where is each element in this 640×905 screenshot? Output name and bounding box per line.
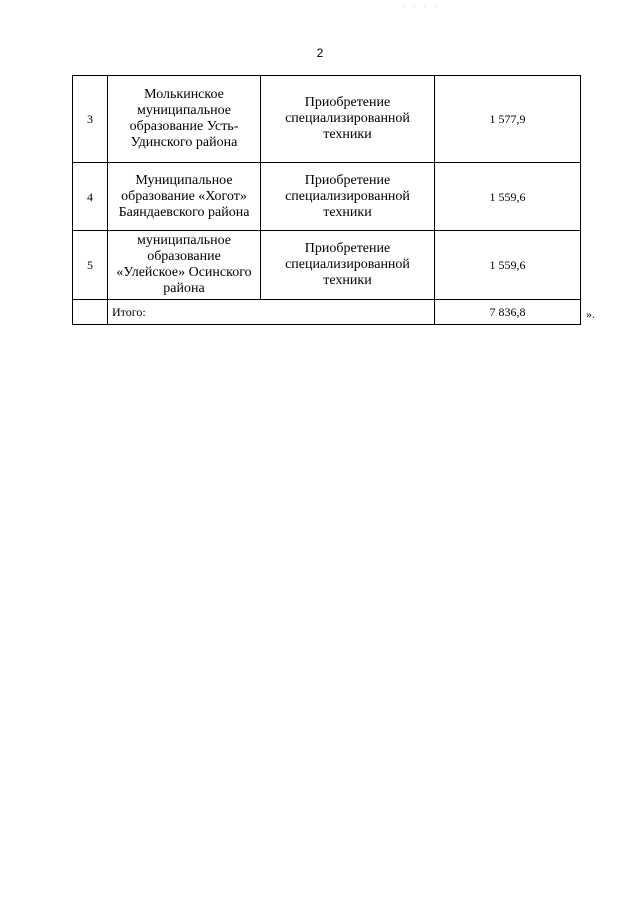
purpose: Приобретение специализированной техники xyxy=(261,231,435,300)
allocation-table xyxy=(72,75,581,325)
municipality-name: Муниципальное образование «Хогот» Баяндаевского района xyxy=(108,163,261,231)
total-label: Итого: xyxy=(108,300,435,325)
scan-artifact: · · · · xyxy=(402,2,440,11)
row-number: 5 xyxy=(73,231,108,300)
total-row xyxy=(73,300,581,325)
total-empty-cell xyxy=(73,300,108,325)
amount: 1 559,6 xyxy=(435,231,581,300)
table-row xyxy=(73,163,581,231)
total-amount: 7 836,8 xyxy=(435,300,581,325)
purpose: Приобретение специализированной техники xyxy=(261,76,435,163)
municipality-name: муниципальное образование «Улейское» Осинского района xyxy=(108,231,261,300)
row-number: 4 xyxy=(73,163,108,231)
table-row xyxy=(73,231,581,300)
purpose: Приобретение специализированной техники xyxy=(261,163,435,231)
page-number: 2 xyxy=(316,46,324,60)
table-row xyxy=(73,76,581,163)
amount: 1 559,6 xyxy=(435,163,581,231)
closing-quote-mark: ». xyxy=(586,307,595,321)
municipality-name: Молькинское муниципальное образование Усть-Удинского района xyxy=(108,76,261,163)
amount: 1 577,9 xyxy=(435,76,581,163)
row-number: 3 xyxy=(73,76,108,163)
